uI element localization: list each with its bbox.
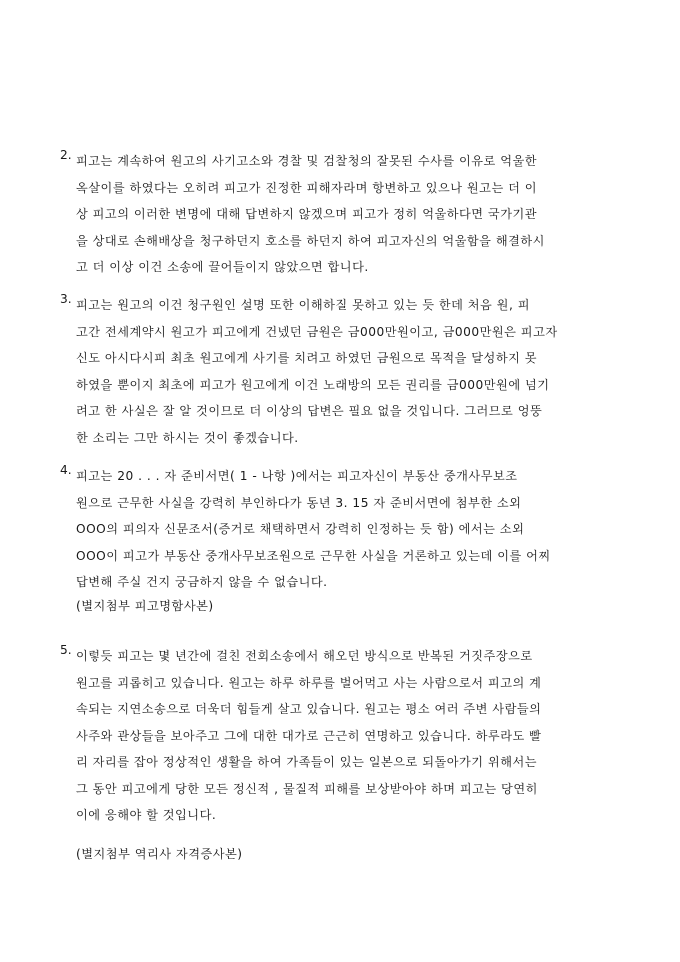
paragraph-line: 하였을 뿐이지 최초에 피고가 원고에게 이건 노래방의 모든 권리를 금000만원에 넘기 <box>76 377 550 392</box>
paragraph-line: 을 상대로 손해배상을 청구하던지 호소를 하던지 하여 피고자신의 억울함을 해결하시 <box>76 233 545 248</box>
paragraph-line: 원으로 근무한 사실을 강력히 부인하다가 동년 3. 15 자 준비서면에 첨부한 소외 <box>76 495 522 510</box>
paragraph-line: OOO의 피의자 신문조서(증거로 채택하면서 강력히 인정하는 듯 함) 에서는 소외 <box>76 522 525 536</box>
paragraph-3 <box>60 292 630 451</box>
paragraph-2 <box>60 148 630 281</box>
paragraph-line: 리 자리를 잡아 정상적인 생활을 하여 가족들이 있는 일본으로 되돌아가기 위해서는 <box>76 755 538 769</box>
attachment-note: (별지첨부 역리사 자격증사본) <box>76 847 243 861</box>
paragraph-number: 4. <box>60 463 72 477</box>
paragraph-line: 원고를 괴롭히고 있습니다. 원고는 하루 하루를 벌어먹고 사는 사람으로서 피고의 계 <box>76 675 542 690</box>
paragraph-number: 2. <box>60 148 72 162</box>
paragraph-line: 피고는 원고의 이건 청구원인 설명 또한 이해하질 못하고 있는 듯 한데 처음 원, 피 <box>76 298 530 312</box>
paragraph-line: OOO이 피고가 부동산 중개사무보조원으로 근무한 사실을 거론하고 있는데 이를 어찌 <box>76 548 551 563</box>
paragraph-line: 한 소리는 그만 하시는 것이 좋겠습니다. <box>76 430 299 445</box>
paragraph-line: 고 더 이상 이건 소송에 끌어들이지 않았으면 합니다. <box>76 260 369 274</box>
paragraph-4 <box>60 463 630 596</box>
paragraph-number: 5. <box>60 643 72 657</box>
paragraph-line: 사주와 관상들을 보아주고 그에 대한 대가로 근근히 연명하고 있습니다. 하루라도 빨 <box>76 728 542 743</box>
paragraph-line: 려고 한 사실은 잘 알 것이므로 더 이상의 답변은 필요 없을 것입니다. 그러므로 엉뚱 <box>76 404 543 418</box>
paragraph-line: 고간 전세계약시 원고가 피고에게 건넸던 금원은 금000만원이고, 금000만원은 피고자 <box>76 324 558 339</box>
attachment-note: (별지첨부 피고명함사본) <box>76 599 214 613</box>
paragraph-line: 상 피고의 이러한 변명에 대해 답변하지 않겠으며 피고가 정히 억울하다면 국가기관 <box>76 207 538 221</box>
paragraph-line: 답변해 주실 건지 궁금하지 않을 수 없습니다. <box>76 575 328 589</box>
paragraph-line: 속되는 지연소송으로 더욱더 힘들게 살고 있습니다. 원고는 평소 여러 주변 사람들의 <box>76 702 542 716</box>
paragraph-line: 피고는 20 . . . 자 준비서면( 1 - 나항 )에서는 피고자신이 부동산 중개사무보조 <box>76 469 518 483</box>
paragraph-line: 옥살이를 하였다는 오히려 피고가 진정한 피해자라며 항변하고 있으나 원고는 더 이 <box>76 180 538 195</box>
paragraph-line: 신도 아시다시피 최초 원고에게 사기를 치려고 하였던 금원으로 목적을 달성하지 못 <box>76 351 538 365</box>
paragraph-5 <box>60 643 630 829</box>
paragraph-number: 3. <box>60 292 72 306</box>
paragraph-line: 이렇듯 피고는 몇 년간에 걸친 전회소송에서 해오던 방식으로 반복된 거짓주장으로 <box>76 649 533 663</box>
paragraph-line: 피고는 계속하여 원고의 사기고소와 경찰 및 검찰청의 잘못된 수사를 이유로 억울한 <box>76 154 538 168</box>
paragraph-line: 그 동안 피고에게 당한 모든 정신적 , 물질적 피해를 보상받아야 하며 피고는 당연히 <box>76 781 538 796</box>
paragraph-line: 이에 응해야 할 것입니다. <box>76 808 217 822</box>
